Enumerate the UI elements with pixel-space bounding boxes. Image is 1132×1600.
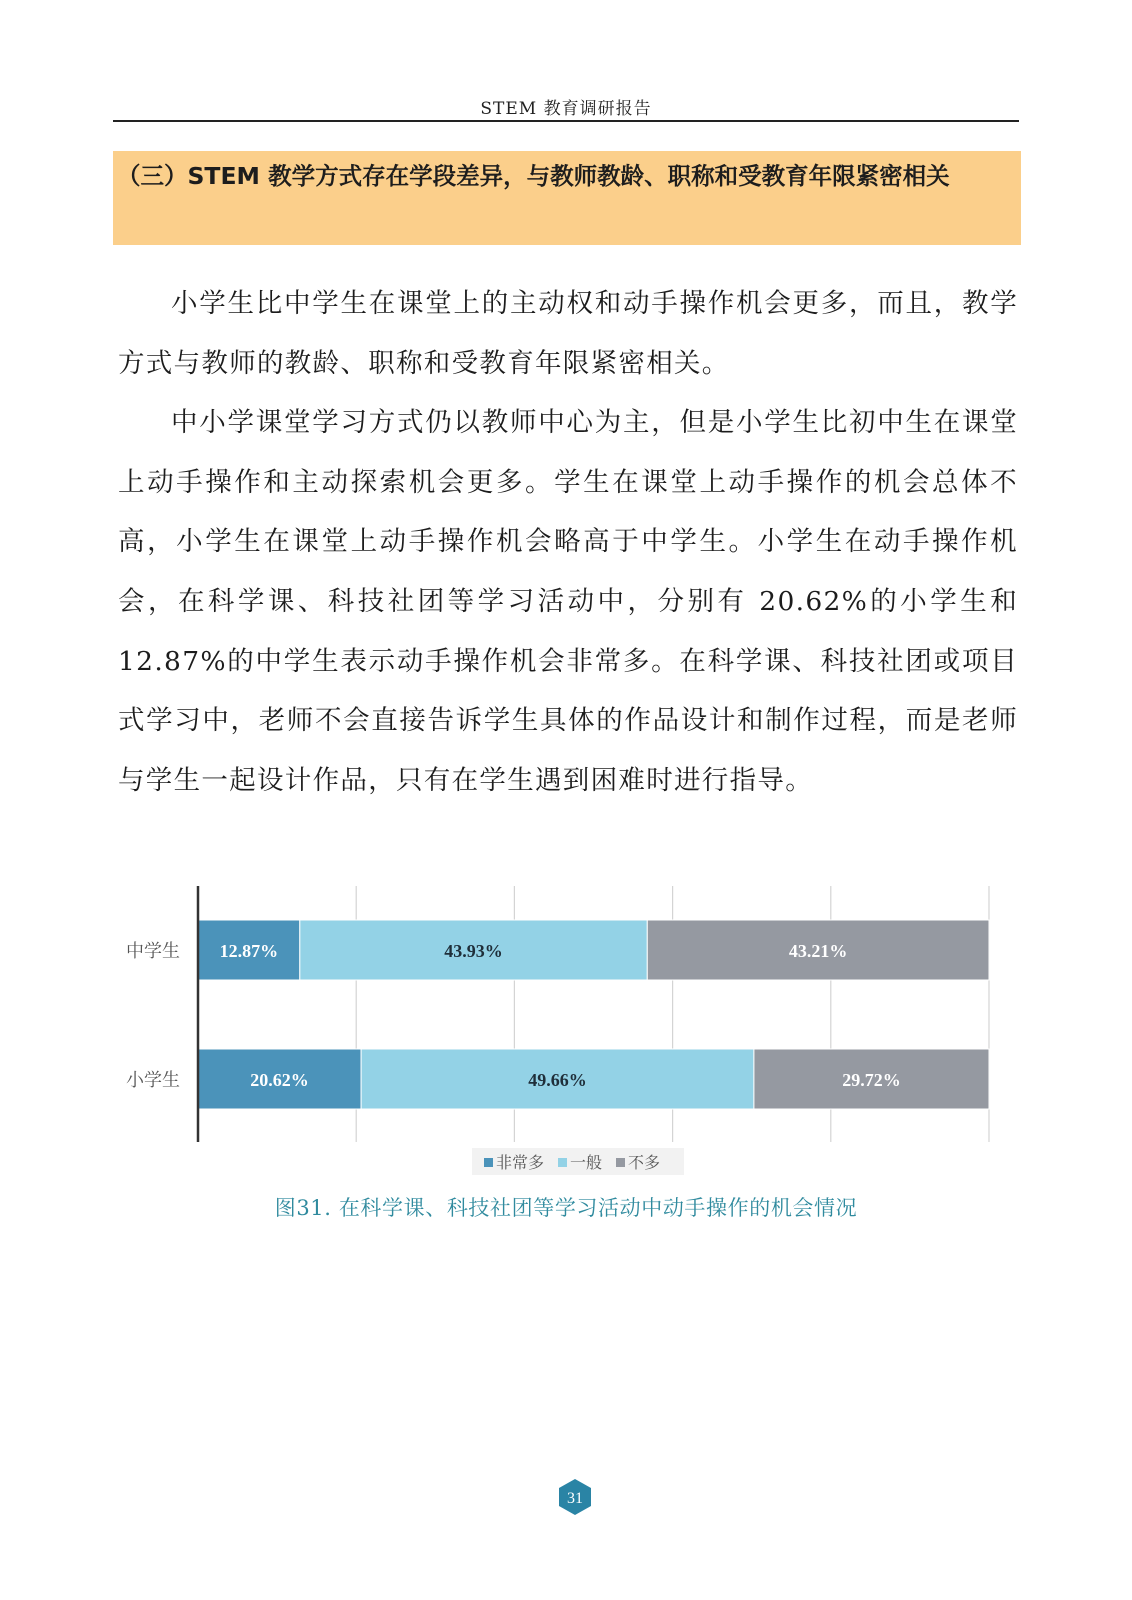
chart-svg xyxy=(110,880,1030,1190)
data-label: 43.21% xyxy=(788,941,848,961)
data-label: 29.72% xyxy=(842,1070,901,1090)
data-label: 20.62% xyxy=(250,1070,309,1090)
legend-label: 一般 xyxy=(570,1153,603,1172)
category-label: 中学生 xyxy=(126,941,180,962)
section-heading: （三）STEM 教学方式存在学段差异，与教师教龄、职称和受教育年限紧密相关 xyxy=(113,151,1021,245)
header-rule xyxy=(113,120,1019,122)
figure-caption: 图31. 在科学课、科技社团等学习活动中动手操作的机会情况 xyxy=(274,1196,858,1220)
data-label: 43.93% xyxy=(444,941,503,961)
body-text xyxy=(118,274,1018,810)
category-label: 小学生 xyxy=(126,1070,180,1091)
legend-swatch xyxy=(558,1158,567,1167)
data-label: 12.87% xyxy=(219,941,279,961)
page-number: 31 xyxy=(567,1490,583,1507)
paragraph-2: 中小学课堂学习方式仍以教师中心为主，但是小学生比初中生在课堂上动手操作和主动探索机会更多。学生在课堂上动手操作的机会总体不高，小学生在课堂上动手操作机会略高于中学生。小学生在动手操作机会，在科学课、科技社团等学习活动中，分别有 20.62%的小学生和 12.87%的中学生表示动手操作机会非常多。在科学课、科技社团或项目式学习中，老师不会直接告诉学生具体的作品设计和制作过程，而是老师与学生一起设计作品，只有在学生遇到困难时进行指导。 xyxy=(118,407,1018,796)
stacked-bar-chart xyxy=(110,880,1030,1200)
page-number-badge xyxy=(556,1478,594,1516)
paragraph-1: 小学生比中学生在课堂上的主动权和动手操作机会更多，而且，教学方式与教师的教龄、职称和受教育年限紧密相关。 xyxy=(118,288,1018,379)
legend-label: 非常多 xyxy=(496,1153,545,1172)
legend-swatch xyxy=(484,1158,493,1167)
legend-label: 不多 xyxy=(628,1153,661,1172)
running-header: STEM 教育调研报告 xyxy=(480,99,652,119)
legend-swatch xyxy=(616,1158,625,1167)
data-label: 49.66% xyxy=(528,1070,587,1090)
